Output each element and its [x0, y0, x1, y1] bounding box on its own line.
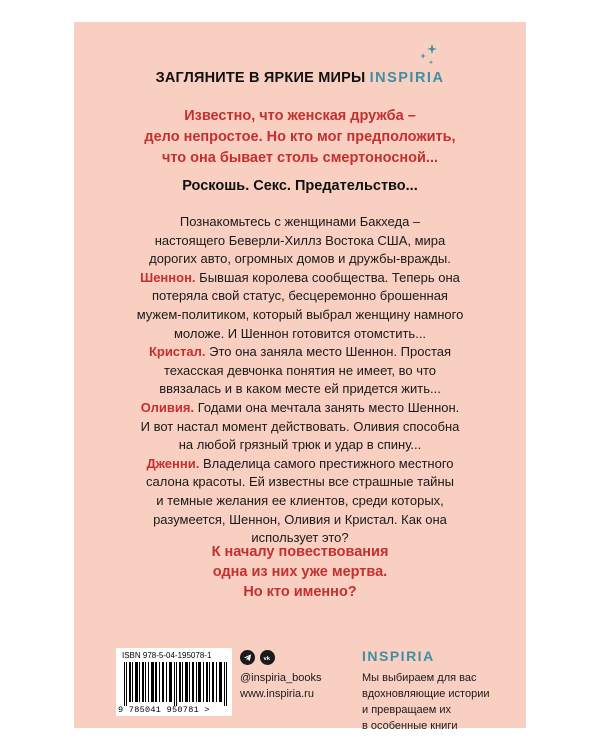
blurb-line: техасская девчонка понятия не имеет, во что: [163, 362, 437, 378]
barcode: [124, 662, 228, 706]
ending-line: одна из них уже мертва.: [212, 564, 388, 580]
series-header: [74, 70, 526, 86]
svg-text:vk: vk: [263, 655, 270, 662]
blurb-line: дорогих авто, огромных домов и дружбы-вражды.: [149, 251, 451, 267]
sparkle-icon: [418, 43, 438, 67]
series-header-prefix: ЗАГЛЯНИТЕ В ЯРКИЕ МИРЫ: [155, 70, 366, 86]
blurb-line: потеряла свой статус, бесцеремонно брошенная: [152, 288, 448, 304]
character-name: Шеннон.: [140, 269, 196, 285]
blurb-line: ввязалась и в каком месте ей придется жить...: [159, 381, 441, 397]
character-text: Владелица самого престижного местного: [202, 455, 454, 471]
barcode-panel: [116, 648, 232, 716]
isbn-text: ISBN 978-5-04-195078-1: [122, 651, 212, 660]
blurb-line: моложе. И Шеннон готовится отомстить...: [173, 325, 427, 341]
imprint-line: вдохновляющие истории: [362, 688, 490, 700]
character-text: Годами она мечтала занять место Шеннон.: [197, 399, 460, 415]
teaser-line: дело непростое. Но кто мог предположить,: [144, 129, 456, 145]
imprint-line: в особенные книги: [362, 720, 458, 732]
blurb-line: разумеется, Шеннон, Оливия и Кристал. Как она: [153, 511, 447, 527]
character-olivia: [74, 399, 526, 418]
blurb: [74, 213, 526, 548]
blurb-line: И вот настал момент действовать. Оливия способна: [140, 418, 460, 434]
imprint-line: и превращаем их: [362, 704, 452, 716]
character-shannon: [74, 269, 526, 288]
series-brand: INSPIRIA: [369, 70, 445, 86]
character-text: Это она заняла место Шеннон. Простая: [209, 344, 452, 360]
ending-line: Но кто именно?: [243, 584, 357, 600]
character-jenny: [74, 455, 526, 474]
imprint-description: [362, 670, 522, 734]
character-text: Бывшая королева сообщества. Теперь она: [199, 269, 460, 285]
telegram-icon[interactable]: [240, 650, 255, 665]
character-name: Кристал.: [148, 344, 206, 360]
blurb-line: на любой грязный трюк и удар в спину...: [178, 437, 422, 453]
imprint-brand: INSPIRIA: [362, 648, 435, 664]
character-name: Оливия.: [140, 399, 195, 415]
social-handle[interactable]: @inspiria_books: [240, 672, 322, 684]
social-links: [240, 650, 350, 702]
ending-line: К началу повествования: [211, 544, 389, 560]
website-link[interactable]: www.inspiria.ru: [240, 688, 314, 700]
teaser-line: Известно, что женская дружба –: [184, 108, 416, 124]
blurb-line: салона красоты. Ей известны все страшные тайны: [146, 474, 454, 490]
imprint-line: Мы выбираем для вас: [362, 672, 477, 684]
ending-hook: [74, 542, 526, 602]
tagline: Роскошь. Секс. Предательство...: [182, 178, 418, 194]
vk-icon[interactable]: [260, 650, 275, 665]
character-name: Дженни.: [146, 455, 200, 471]
character-crystal: [74, 343, 526, 362]
blurb-line: настоящего Беверли-Хиллз Востока США, мира: [154, 232, 446, 248]
blurb-line: Познакомьтесь с женщинами Бакхеда –: [179, 214, 421, 229]
imprint-info: [362, 648, 522, 734]
barcode-number: 9 785041 950781 >: [118, 705, 210, 715]
teaser-text: [74, 106, 526, 169]
teaser-line: что она бывает столь смертоносной...: [161, 150, 439, 166]
blurb-line: использует это?: [251, 530, 349, 546]
blurb-line: мужем-политиком, который выбрал женщину намного: [136, 306, 464, 322]
blurb-line: и темные желания ее клиентов, среди которых,: [156, 492, 444, 508]
